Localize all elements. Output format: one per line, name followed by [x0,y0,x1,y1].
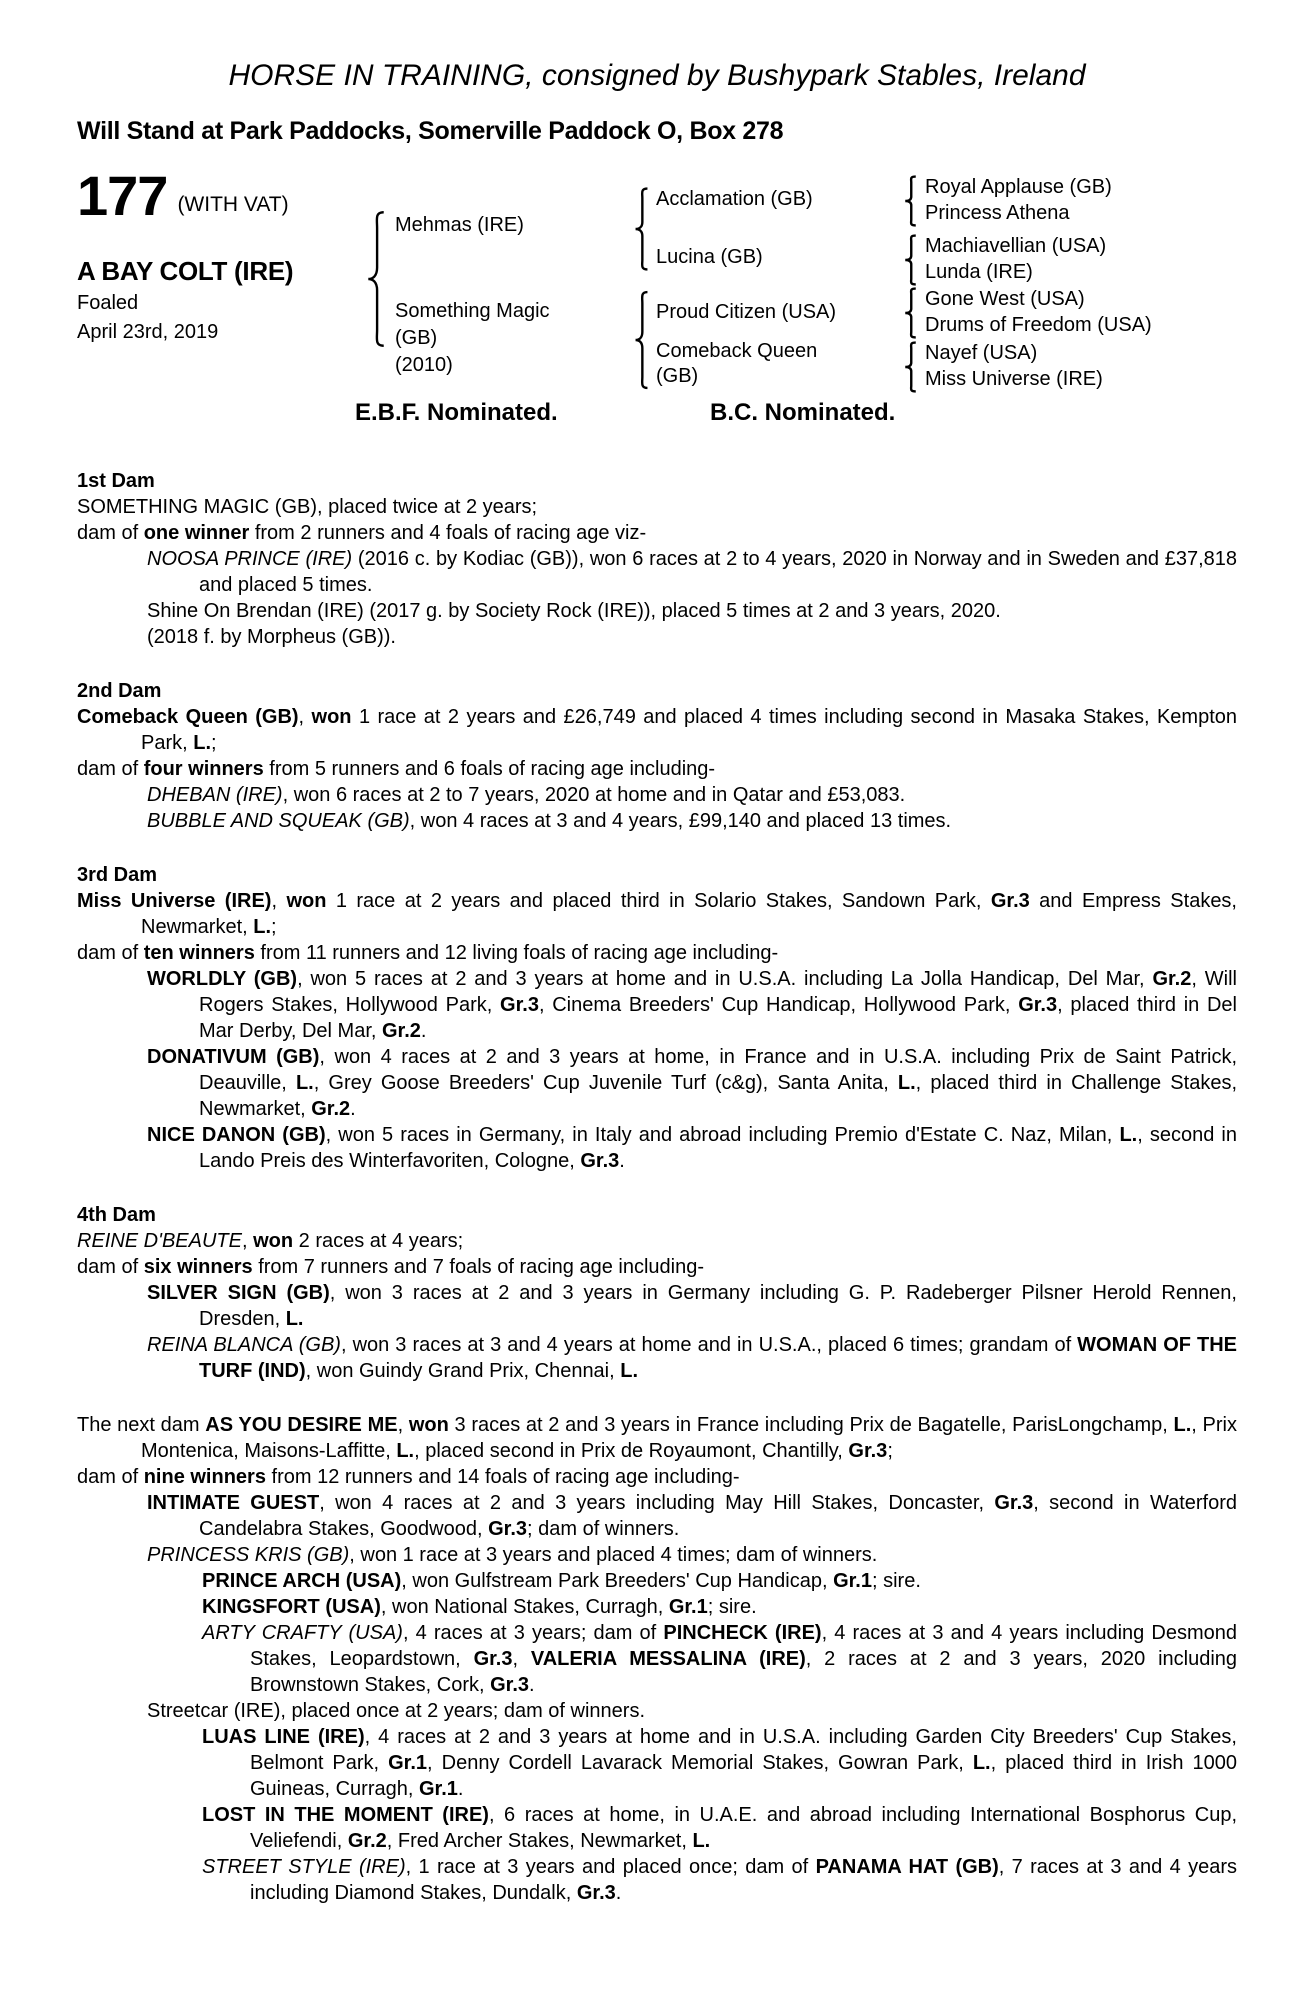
text-segment: Gr.2 [1152,968,1192,990]
pedigree-paragraph [77,546,1237,598]
pedigree-paragraph [77,1854,1237,1906]
text-segment: dam of [77,942,144,964]
text-segment: Gr.1 [418,1778,458,1800]
text-segment: INTIMATE GUEST [147,1492,320,1514]
text-segment: Gr.1 [668,1596,708,1618]
text-segment: . [457,1778,464,1800]
text-segment: , won Gulfstream Park Breeders' Cup Handicap, [401,1570,834,1592]
pedigree-brace [633,289,650,391]
pedigree-paragraph [77,1280,1237,1332]
ancestor-name: Royal Applause (GB) [925,176,1112,198]
sire-name: Mehmas (IRE) [395,214,524,236]
text-segment: PRINCESS KRIS (GB) [147,1544,350,1566]
text-segment: four winners [143,758,264,780]
text-segment: , Grey Goose Breeders' Cup Juvenile Turf (c&g), Santa Anita, [313,1072,898,1094]
great-grandparents-pair-3 [925,286,1152,338]
ancestor-name: Drums of Freedom (USA) [925,314,1152,336]
text-segment: DONATIVUM (GB) [147,1046,320,1068]
pedigree-paragraph [77,808,1237,834]
text-segment: L. [193,732,212,754]
text-segment: ; [271,916,277,938]
text-segment: SILVER SIGN (GB) [147,1282,330,1304]
text-segment: , won 5 races at 2 and 3 years at home and in U.S.A. including La Jolla Handicap, Del Mar, [297,968,1153,990]
ancestor-name: Princess Athena [925,202,1070,224]
text-segment: , Cinema Breeders' Cup Handicap, Hollywood Park, [538,994,1019,1016]
text-segment: , second in Waterford Candelabra Stakes, Goodwood, [199,1492,1237,1540]
text-segment: Gr.1 [388,1752,428,1774]
text-segment: Gr.3 [580,1150,620,1172]
text-segment: Gr.3 [576,1882,616,1904]
dam-section [77,468,1237,650]
text-segment: L. [285,1308,304,1330]
dam-year: (2010) [395,354,453,376]
text-segment: , won 1 race at 3 years and placed 4 times; dam of winners. [349,1544,878,1566]
text-segment: , placed third in Irish 1000 Guineas, Curragh, [250,1752,1238,1800]
pedigree-paragraph [77,1464,1237,1490]
pedigree-paragraph [77,494,1237,520]
dam-section-heading: 3rd Dam [77,864,158,886]
text-segment: L. [1119,1124,1138,1146]
text-segment: . [619,1150,625,1172]
text-segment: one winner [143,522,250,544]
lot-number: 177 [77,164,168,227]
text-segment: ; sire. [871,1570,921,1592]
text-segment: VALERIA MESSALINA (IRE) [530,1648,806,1670]
dam-section [77,678,1237,834]
text-segment: , second in Lando Preis des Winterfavoriten, Cologne, [199,1124,1238,1172]
text-segment: DHEBAN (IRE) [147,784,283,806]
text-segment: Gr.3 [490,1674,530,1696]
dam-section-heading: 4th Dam [77,1204,156,1226]
text-segment: L. [972,1752,991,1774]
text-segment: WOMAN OF THE TURF (IND) [199,1334,1238,1382]
text-segment: , won Guindy Grand Prix, Chennai, [305,1360,621,1382]
dam-section [77,862,1237,1174]
text-segment: Gr.3 [488,1518,527,1540]
text-segment: , [298,706,312,728]
pedigree-paragraph [77,1254,1237,1280]
text-segment: (2016 c. by Kodiac (GB)), won 6 races at 2 to 4 years, 2020 in Norway and in Sweden and £37,818 and placed 5 times. [199,548,1238,596]
text-segment: LOST IN THE MOMENT (IRE) [202,1804,489,1826]
text-segment: , 4 races at 3 years; dam of [402,1622,664,1644]
text-segment: Gr.1 [833,1570,872,1592]
text-segment: ten winners [143,942,255,964]
ancestor-name: Lunda (IRE) [925,261,1033,283]
pedigree-paragraph [77,1698,1237,1724]
text-segment: Gr.2 [382,1020,421,1042]
pedigree-paragraph [77,1332,1237,1384]
pedigree-text-sections [77,468,1237,1906]
page-title: HORSE IN TRAINING, consigned by Bushypark Stables, Ireland [228,59,1086,92]
text-segment: WORLDLY (GB) [147,968,298,990]
great-grandparents-pair-2 [925,233,1106,285]
text-segment: . [350,1098,356,1120]
dam-section [77,1412,1237,1906]
text-segment: . [529,1674,535,1696]
text-segment: 1 race at 2 years and placed third in Solario Stakes, Sandown Park, [326,890,991,912]
text-segment: , [512,1648,531,1670]
dam-name-block [395,298,580,379]
text-segment: from 2 runners and 4 foals of racing age viz- [249,522,647,544]
text-segment: , [397,1414,409,1436]
text-segment: Gr.3 [848,1440,888,1462]
text-segment: Gr.3 [990,890,1030,912]
granddam-name: Lucina (GB) [656,246,763,268]
text-segment: The next dam [77,1414,206,1436]
text-segment: , 1 race at 3 years and placed once; dam of [405,1856,816,1878]
text-segment: , won 4 races at 3 and 4 years, £99,140 and placed 13 times. [409,810,952,832]
vat-note: (WITH VAT) [177,193,289,216]
great-grandparents-pair-4 [925,340,1103,392]
text-segment: won [311,706,352,728]
text-segment: L. [692,1830,711,1852]
text-segment: , Prix Montenica, Maisons-Laffitte, [141,1414,1237,1462]
text-segment: AS YOU DESIRE ME [205,1414,398,1436]
text-segment: dam of [77,522,144,544]
text-segment: NOOSA PRINCE (IRE) [147,548,353,570]
text-segment: , 4 races at 3 and 4 years including Desmond Stakes, Leopardstown, [250,1622,1238,1670]
pedigree-brace [903,287,918,339]
text-segment: , [241,1230,254,1252]
text-segment: PANAMA HAT (GB) [815,1856,999,1878]
text-segment: ; [887,1440,893,1462]
ebf-nomination: E.B.F. Nominated. [355,399,558,426]
text-segment: . [615,1882,622,1904]
text-segment: , 6 races at home, in U.A.E. and abroad including International Bosphorus Cup, Veliefendi, [250,1804,1238,1852]
text-segment: Gr.3 [473,1648,513,1670]
pedigree-paragraph [77,966,1237,1044]
pedigree-paragraph [77,598,1237,624]
text-segment: PINCHECK (IRE) [663,1622,822,1644]
pedigree-paragraph [77,940,1237,966]
dam-section [77,1202,1237,1384]
text-segment: ; sire. [707,1596,757,1618]
text-segment: PRINCE ARCH (USA) [202,1570,402,1592]
pedigree-paragraph [77,1490,1237,1542]
text-segment: from 11 runners and 12 living foals of racing age including- [254,942,779,964]
pedigree-paragraph [77,1412,1237,1464]
text-segment: 2 races at 4 years; [293,1230,464,1252]
text-segment: , won 3 races at 3 and 4 years at home and in U.S.A., placed 6 times; grandam of [340,1334,1078,1356]
text-segment: dam of [77,1466,144,1488]
text-segment: , won 5 races in Germany, in Italy and abroad including Premio d'Estate C. Naz, Milan, [325,1124,1120,1146]
text-segment: , won 4 races at 2 and 3 years at home, in France and in U.S.A. including Prix de Saint Patrick, Deauville, [199,1046,1237,1094]
text-segment: Gr.3 [994,1492,1034,1514]
text-segment: , 2 races at 2 and 3 years, 2020 including Brownstown Stakes, Cork, [250,1648,1238,1696]
text-segment: L. [1173,1414,1192,1436]
text-segment: STREET STYLE (IRE) [202,1856,406,1878]
text-segment: Gr.3 [500,994,539,1016]
pedigree-paragraph [77,1122,1237,1174]
text-segment: , placed third in Challenge Stakes, Newmarket, [199,1072,1237,1120]
text-segment: . [420,1020,427,1042]
text-segment: Gr.3 [1018,994,1058,1016]
foaled-date: April 23rd, 2019 [77,321,219,343]
text-segment: REINA BLANCA (GB) [147,1334,341,1356]
text-segment: Gr.2 [347,1830,387,1852]
dam-name: Something Magic (GB) [395,300,550,349]
horse-name: A BAY COLT (IRE) [77,256,294,286]
ancestor-name: Nayef (USA) [925,342,1038,364]
dam-section-heading: 2nd Dam [77,680,162,702]
pedigree-paragraph [77,1802,1237,1854]
ancestor-name: Machiavellian (USA) [925,235,1107,257]
text-segment: BUBBLE AND SQUEAK (GB) [147,810,410,832]
pedigree-paragraph [77,1228,1237,1254]
text-segment: LUAS LINE (IRE) [202,1726,365,1748]
ancestor-name: Miss Universe (IRE) [925,368,1103,390]
text-segment: 3 races at 2 and 3 years in France including Prix de Bagatelle, ParisLongchamp, [448,1414,1174,1436]
text-segment: from 5 runners and 6 foals of racing age including- [263,758,716,780]
text-segment: dam of [77,758,144,780]
text-segment: , placed second in Prix de Royaumont, Chantilly, [414,1440,849,1462]
text-segment: , Denny Cordell Lavarack Memorial Stakes, Gowran Park, [427,1752,973,1774]
text-segment: L. [897,1072,916,1094]
text-segment: , [271,890,287,912]
text-segment: ; dam of winners. [527,1518,680,1540]
text-segment: , won National Stakes, Curragh, [380,1596,669,1618]
text-segment: , won 6 races at 2 to 7 years, 2020 at home and in Qatar and £53,083. [282,784,906,806]
grandsire-name: Acclamation (GB) [656,188,813,210]
text-segment: and Empress Stakes, Newmarket, [141,890,1237,938]
text-segment: L. [620,1360,639,1382]
pedigree-brace [365,208,387,350]
text-segment: Miss Universe (IRE) [77,890,272,912]
pedigree-tree [77,146,1237,438]
ancestor-name: Gone West (USA) [925,288,1085,310]
text-segment: 1 race at 2 years and £26,749 and placed 4 times including second in Masaka Stakes, Kempton Park, [141,706,1237,754]
text-segment: , won 4 races at 2 and 3 years including May Hill Stakes, Doncaster, [319,1492,995,1514]
pedigree-paragraph [77,782,1237,808]
pedigree-paragraph [77,624,1237,650]
text-segment: six winners [143,1256,253,1278]
text-segment: ARTY CRAFTY (USA) [202,1622,403,1644]
pedigree-paragraph [77,1620,1237,1698]
pedigree-brace [903,175,918,227]
text-segment: , 4 races at 2 and 3 years at home and in U.S.A. including Garden City Breeders' Cup Stakes, Belmont Park, [250,1726,1237,1774]
pedigree-paragraph [77,1724,1237,1802]
pedigree-paragraph [77,888,1237,940]
text-segment: Shine On Brendan (IRE) (2017 g. by Society Rock (IRE)), placed 5 times at 2 and 3 years, 2020. [147,600,1001,622]
text-segment: SOMETHING MAGIC (GB), placed twice at 2 years; [77,496,538,518]
text-segment: REINE D'BEAUTE [77,1230,242,1252]
text-segment: won [253,1230,294,1252]
text-segment: , Fred Archer Stakes, Newmarket, [386,1830,693,1852]
text-segment: from 12 runners and 14 foals of racing age including- [265,1466,740,1488]
text-segment: Comeback Queen (GB) [77,706,299,728]
pedigree-paragraph [77,520,1237,546]
pedigree-paragraph [77,704,1237,756]
text-segment: won [408,1414,449,1436]
great-grandparents-pair-1 [925,174,1112,226]
foaled-label: Foaled [77,292,139,314]
second-dam-name: Comeback Queen (GB) [656,340,818,387]
lot-row [77,164,289,227]
text-segment: , placed third in Del Mar Derby, Del Mar, [199,994,1237,1042]
text-segment: from 7 runners and 7 foals of racing age including- [252,1256,705,1278]
text-segment: Streetcar (IRE), placed once at 2 years; dam of winners. [147,1700,645,1722]
pedigree-paragraph [77,1044,1237,1122]
text-segment: KINGSFORT (USA) [202,1596,381,1618]
pedigree-brace [903,341,918,393]
text-segment: dam of [77,1256,144,1278]
damsire-name: Proud Citizen (USA) [656,301,837,323]
text-segment: , Will Rogers Stakes, Hollywood Park, [199,968,1237,1016]
text-segment: , 7 races at 3 and 4 years including Diamond Stakes, Dundalk, [250,1856,1237,1904]
pedigree-paragraph [77,1542,1237,1568]
pedigree-brace [903,234,918,286]
pedigree-brace [633,186,650,272]
dam-section-heading: 1st Dam [77,470,155,492]
text-segment: nine winners [143,1466,266,1488]
text-segment: L. [295,1072,314,1094]
text-segment: Gr.2 [311,1098,351,1120]
text-segment: , won 3 races at 2 and 3 years in Germany including G. P. Radeberger Pilsner Herold Rennen, Dresden, [199,1282,1237,1330]
pedigree-paragraph [77,1594,1237,1620]
text-segment: NICE DANON (GB) [147,1124,326,1146]
stand-location-line: Will Stand at Park Paddocks, Somerville Paddock O, Box 278 [77,117,784,145]
text-segment: won [286,890,327,912]
text-segment: ; [211,732,217,754]
pedigree-paragraph [77,1568,1237,1594]
text-segment: (2018 f. by Morpheus (GB)). [147,626,396,648]
bc-nomination: B.C. Nominated. [710,399,896,426]
text-segment: L. [396,1440,415,1462]
pedigree-paragraph [77,756,1237,782]
text-segment: L. [253,916,272,938]
foaled-block [77,289,218,347]
